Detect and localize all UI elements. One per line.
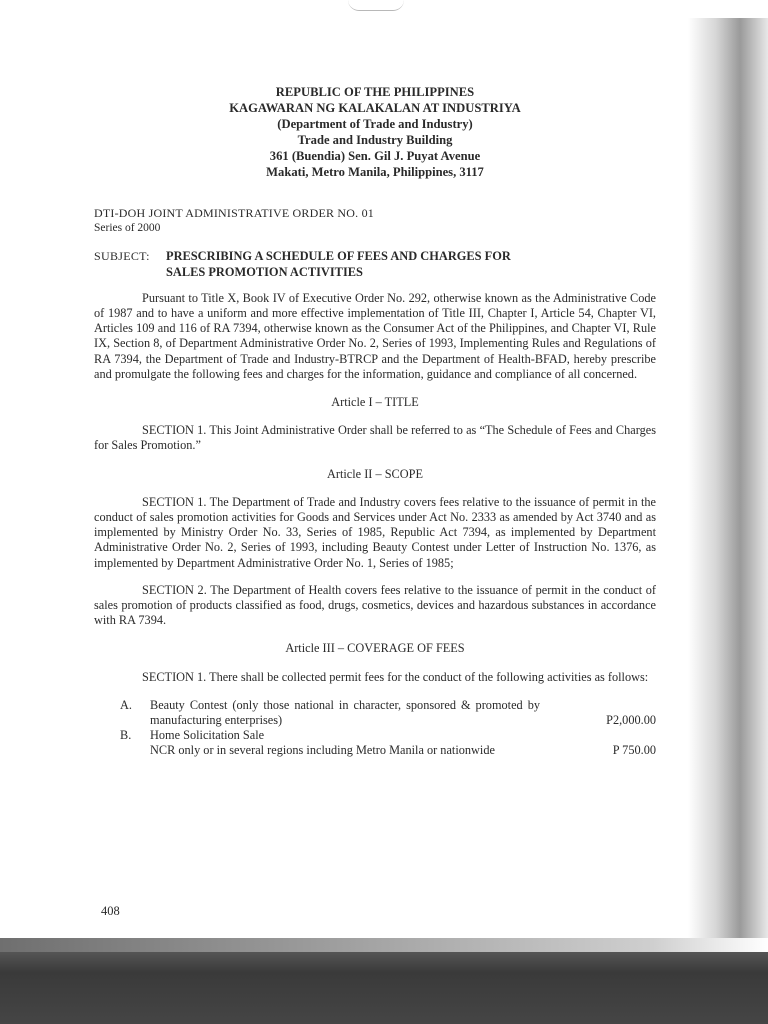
article3-section1: SECTION 1. There shall be collected permit fees for the conduct of the following activities as follows: [142,669,649,684]
letterhead-line: REPUBLIC OF THE PHILIPPINES [275,85,475,99]
letterhead [94,84,656,180]
subject-text [166,249,656,279]
subject-label: SUBJECT: [94,249,150,264]
article1-section1: SECTION 1. This Joint Administrative Order shall be referred to as “The Schedule of Fees and Charges for Sales Promotion.” [94,423,656,453]
scan-bottom-band [0,938,768,952]
fee-list [94,698,656,759]
letterhead-line: (Department of Trade and Industry) [277,117,473,131]
fee-item-title: Home Solicitation Sale [150,728,265,743]
letterhead-line: Makati, Metro Manila, Philippines, 3117 [266,165,484,179]
subject-line: SALES PROMOTION ACTIVITIES [166,264,363,279]
fee-item-letter: A. [120,697,132,712]
subject [94,249,656,279]
article-heading: Article I – TITLE [331,395,419,410]
letterhead-line: KAGAWARAN NG KALAKALAN AT INDUSTRIYA [229,101,521,115]
letterhead-line: Trade and Industry Building [297,133,453,147]
fee-item-description [150,728,540,758]
fee-item-description: Beauty Contest (only those national in character, sponsored & promoted by manufacturing enterprises) [150,697,540,728]
order-title: DTI-DOH JOINT ADMINISTRATIVE ORDER NO. 01 [94,206,374,220]
article-heading: Article III – COVERAGE OF FEES [285,641,465,656]
fee-item-amount: P2,000.00 [606,712,656,727]
subject-line: PRESCRIBING A SCHEDULE OF FEES AND CHARGES FOR [166,249,511,264]
fee-item [94,698,656,728]
fee-item-letter: B. [120,728,132,743]
article2-section1: SECTION 1. The Department of Trade and Industry covers fees relative to the issuance of permit in the conduct of sales promotion activities for Goods and Services under Act No. 2333 as amended by Act 3740 and as implemented by Ministry Order No. 33, Series of 1985, Republic Act 7394, as implemented by Department Administrative Order No. 2, Series of 1993, including Beauty Contest under Letter of Instruction No. 1376, as implemented by Department Administrative Order No. 1, Series of 1985; [94,494,656,570]
intro-paragraph: Pursuant to Title X, Book IV of Executive Order No. 292, otherwise known as the Administrative Code of 1987 and to have a uniform and more effective implementation of Title III, Chapter I, Article 54, Chapter VI, Articles 109 and 116 of RA 7394, otherwise known as the Consumer Act of the Philippines, and Chapter VI, Rule IX, Section 8, of Department Administrative Order No. 2, Series of 1993, Implementing Rules and Regulations of RA 7394, the Department of Trade and Industry-BTRCP and the Department of Health-BFAD, hereby prescribe and promulgate the following fees and charges for the information, guidance and compliance of all concerned. [94,290,656,381]
article2-section2: SECTION 2. The Department of Health covers fees relative to the issuance of permit in the conduct of sales promotion of products classified as food, drugs, cosmetics, devices and hazardous substances in accordance with RA 7394. [94,582,656,628]
scan-mark [348,0,404,11]
fee-item [94,728,656,758]
fee-item-amount: P 750.00 [612,743,656,758]
page-edge-shadow [688,18,768,948]
page-number: 408 [101,904,120,918]
document-body [94,84,656,759]
order-series: Series of 2000 [94,222,161,235]
letterhead-line: 361 (Buendia) Sen. Gil J. Puyat Avenue [269,149,481,163]
fee-item-subdescription: NCR only or in several regions including Metro Manila or nationwide [150,743,495,758]
article-heading: Article II – SCOPE [327,466,423,481]
